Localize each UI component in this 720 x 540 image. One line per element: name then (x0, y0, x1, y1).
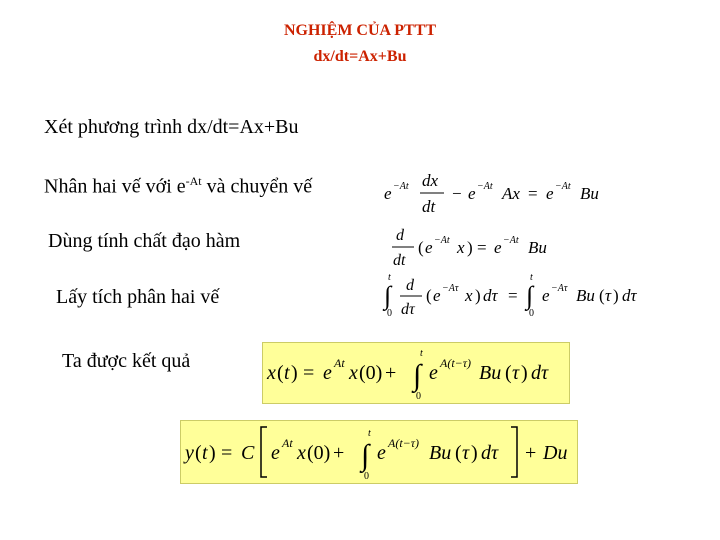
svg-text:dt: dt (422, 197, 436, 216)
svg-text:At: At (334, 356, 345, 370)
svg-text:): ) (209, 442, 216, 464)
page-title: NGHIỆM CỦA PTTT (283, 22, 436, 39)
svg-text:dx: dx (422, 171, 439, 190)
svg-text:A(t−τ): A(t−τ) (440, 356, 472, 370)
svg-text:−Aτ: −Aτ (551, 283, 568, 294)
svg-text:t: t (420, 348, 423, 359)
svg-text:=: = (477, 238, 487, 257)
equation-1 (382, 166, 632, 220)
svg-text:=: = (528, 184, 538, 203)
svg-text:(: ( (195, 442, 202, 464)
svg-text:dτ: dτ (622, 286, 637, 305)
svg-text:): ) (467, 238, 473, 257)
step-5-text: Ta được kết quả (62, 350, 191, 372)
svg-text:(: ( (277, 362, 284, 384)
svg-text:0: 0 (416, 391, 421, 402)
svg-text:e: e (542, 286, 550, 305)
svg-text:=: = (221, 442, 233, 464)
svg-text:−Aτ: −Aτ (442, 283, 459, 294)
svg-text:C: C (241, 442, 255, 464)
svg-text:d: d (406, 277, 414, 294)
svg-text:e: e (271, 442, 280, 464)
svg-text:x: x (457, 238, 465, 257)
svg-text:−At: −At (434, 235, 450, 246)
svg-text:): ) (291, 362, 298, 384)
svg-text:(: ( (599, 286, 605, 305)
svg-text:Bu: Bu (576, 286, 595, 305)
svg-text:−At: −At (477, 181, 493, 192)
svg-text:(0): (0) (359, 362, 383, 384)
svg-text:∫: ∫ (413, 359, 422, 392)
equation-3 (382, 270, 687, 320)
svg-text:e: e (429, 362, 438, 384)
step-4-text: Lấy tích phân hai vế (56, 286, 220, 308)
svg-text:e: e (546, 184, 554, 203)
svg-text:t: t (202, 442, 208, 464)
svg-text:+: + (333, 442, 345, 464)
svg-text:dτ: dτ (401, 301, 415, 318)
svg-text:dτ: dτ (481, 442, 499, 464)
svg-text:e: e (433, 286, 441, 305)
svg-text:): ) (613, 286, 619, 305)
page-subtitle: dx/dt=Ax+Bu (313, 48, 407, 65)
svg-text:Bu: Bu (479, 362, 502, 384)
svg-text:e: e (384, 184, 392, 203)
svg-text:): ) (521, 362, 528, 384)
svg-text:Bu: Bu (580, 184, 599, 203)
svg-text:t: t (388, 272, 391, 283)
svg-text:(0): (0) (307, 442, 331, 464)
svg-text:Bu: Bu (429, 442, 452, 464)
svg-text:): ) (475, 286, 481, 305)
svg-text:∫: ∫ (384, 281, 392, 310)
svg-text:Ax: Ax (502, 184, 520, 203)
svg-text:0: 0 (529, 308, 534, 319)
svg-text:−At: −At (503, 235, 519, 246)
svg-text:A(t−τ): A(t−τ) (388, 436, 420, 450)
equation-2 (390, 222, 590, 272)
step-2-superscript: -At (185, 174, 202, 188)
svg-text:(: ( (426, 286, 432, 305)
svg-text:(: ( (505, 362, 512, 384)
svg-text:x: x (349, 362, 358, 384)
svg-text:∫: ∫ (361, 439, 370, 472)
step-2-text: Nhân hai vế với $e^{-At}$ và chuyển vế (44, 174, 313, 198)
svg-text:∫: ∫ (526, 281, 534, 310)
step-1-text: Xét phương trình dx/dt=Ax+Bu (44, 116, 299, 138)
result-equation-x (262, 342, 570, 404)
svg-text:=: = (508, 286, 518, 305)
svg-text:t: t (530, 272, 533, 283)
svg-text:x: x (297, 442, 306, 464)
svg-text:t: t (368, 428, 371, 439)
svg-text:x: x (465, 286, 473, 305)
svg-text:e: e (425, 238, 433, 257)
svg-text:): ) (471, 442, 478, 464)
svg-text:0: 0 (387, 308, 392, 319)
svg-text:=: = (303, 362, 315, 384)
svg-text:τ: τ (462, 442, 470, 464)
svg-text:−At: −At (555, 181, 571, 192)
svg-text:dt: dt (393, 252, 406, 269)
svg-text:dτ: dτ (483, 286, 498, 305)
svg-text:τ: τ (512, 362, 520, 384)
svg-text:+: + (525, 442, 537, 464)
svg-text:d: d (396, 227, 404, 244)
svg-text:−At: −At (393, 181, 409, 192)
svg-text:e: e (323, 362, 332, 384)
svg-text:t: t (284, 362, 290, 384)
svg-text:At: At (282, 436, 293, 450)
svg-text:τ: τ (605, 286, 612, 305)
svg-text:dτ: dτ (531, 362, 549, 384)
svg-text:0: 0 (364, 471, 369, 482)
svg-text:e: e (494, 238, 502, 257)
svg-text:Bu: Bu (528, 238, 547, 257)
svg-text:+: + (385, 362, 397, 384)
result-equation-y (180, 420, 578, 484)
svg-text:(: ( (455, 442, 462, 464)
svg-text:−: − (452, 184, 462, 203)
svg-text:Du: Du (543, 442, 568, 464)
svg-text:(: ( (418, 238, 424, 257)
svg-text:e: e (468, 184, 476, 203)
svg-text:y: y (185, 442, 194, 464)
step-3-text: Dùng tính chất đạo hàm (48, 230, 241, 252)
svg-text:e: e (377, 442, 386, 464)
svg-text:x: x (267, 362, 276, 384)
